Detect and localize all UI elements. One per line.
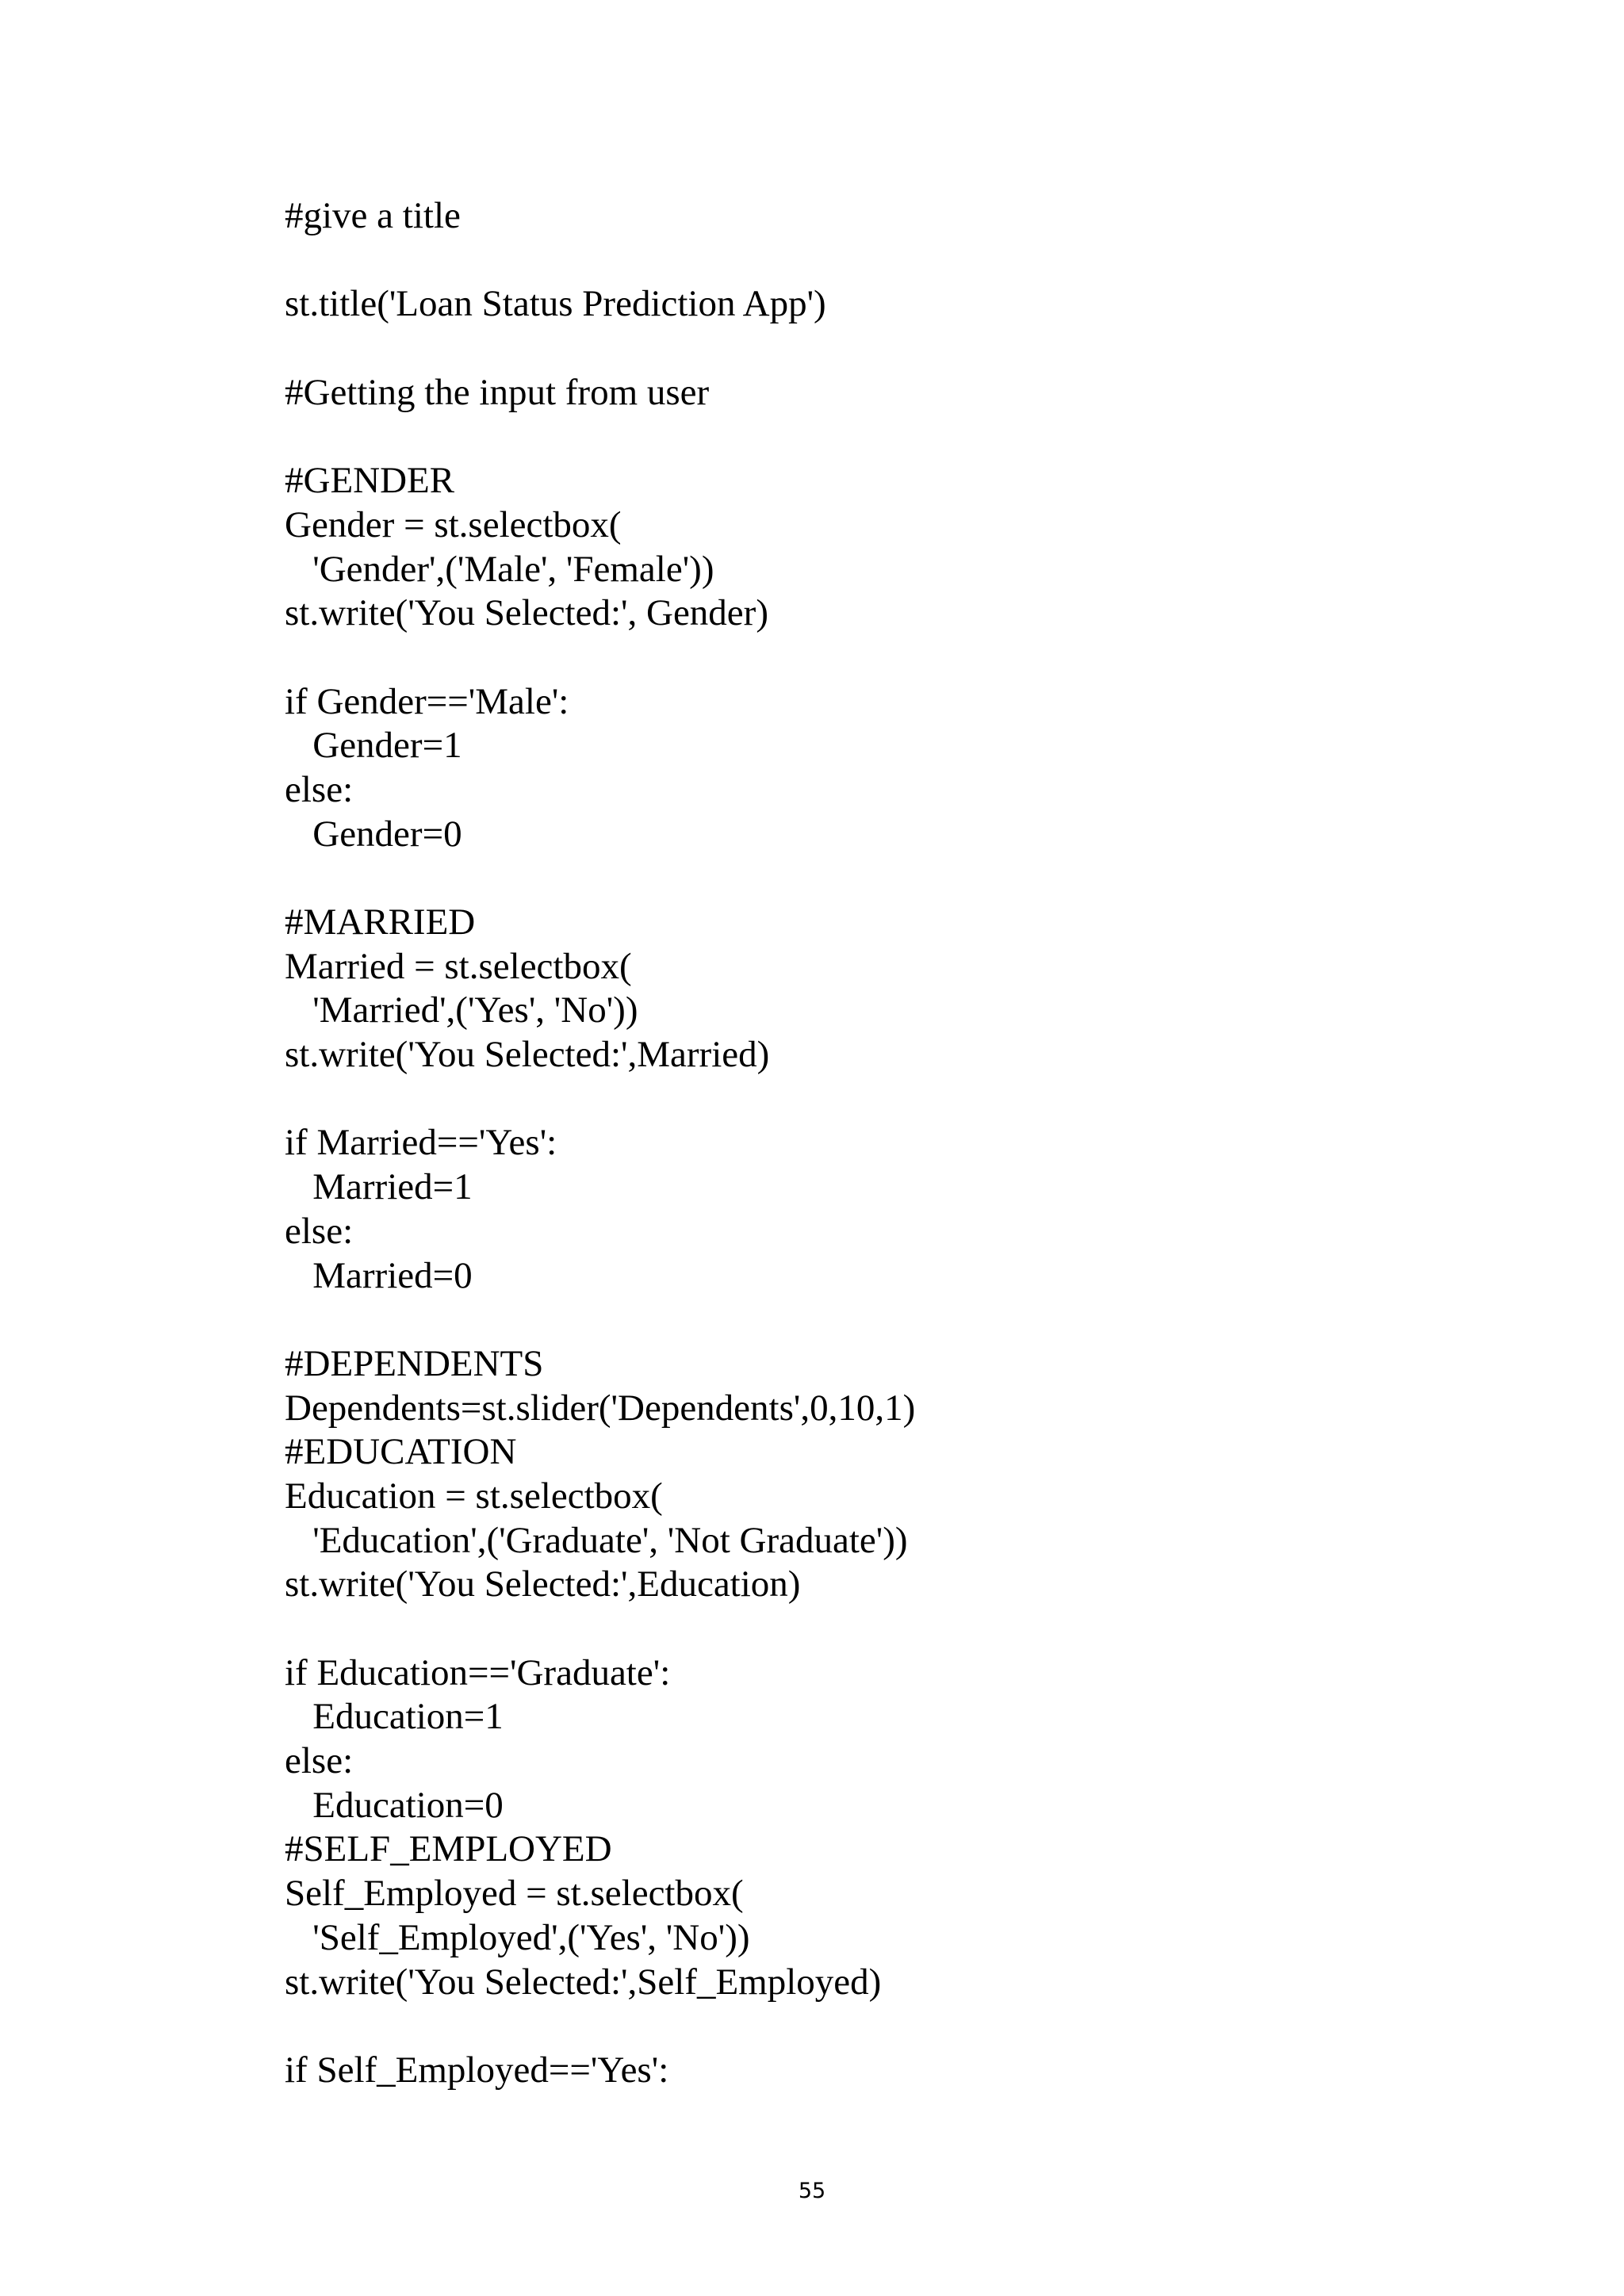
code-line: #SELF_EMPLOYED — [285, 1828, 612, 1870]
code-line: st.title('Loan Status Prediction App') — [285, 283, 826, 325]
code-line: st.write('You Selected:', Gender) — [285, 592, 768, 634]
code-line: #give a title — [285, 195, 461, 236]
code-line: #GENDER — [285, 460, 455, 502]
code-line: Dependents=st.slider('Dependents',0,10,1) — [285, 1387, 916, 1429]
code-line: else: — [285, 768, 354, 810]
code-line: Self_Employed = st.selectbox( — [285, 1873, 744, 1915]
code-line: #DEPENDENTS — [285, 1342, 544, 1384]
code-line: 'Self_Employed',('Yes', 'No')) — [285, 1916, 750, 1958]
code-line: Education=0 — [285, 1784, 504, 1826]
code-line: 'Gender',('Male', 'Female')) — [285, 548, 714, 590]
blank-line — [285, 1607, 1474, 1651]
code-line: Gender=0 — [285, 813, 462, 855]
code-line: Education = st.selectbox( — [285, 1475, 663, 1517]
blank-line — [285, 2004, 1474, 2049]
code-line: 'Education',('Graduate', 'Not Graduate')) — [285, 1519, 908, 1561]
blank-line — [285, 1298, 1474, 1342]
blank-line — [285, 327, 1474, 371]
code-line: Married = st.selectbox( — [285, 945, 632, 987]
code-line: if Gender=='Male': — [285, 680, 569, 722]
blank-line — [285, 856, 1474, 901]
code-line: Gender = st.selectbox( — [285, 503, 622, 545]
code-line: if Education=='Graduate': — [285, 1651, 671, 1693]
code-line: else: — [285, 1210, 354, 1252]
code-line: if Married=='Yes': — [285, 1122, 557, 1164]
code-line: st.write('You Selected:',Education) — [285, 1563, 801, 1605]
code-line: st.write('You Selected:',Self_Employed) — [285, 1961, 882, 2003]
code-line: Education=1 — [285, 1696, 504, 1738]
code-line: st.write('You Selected:',Married) — [285, 1034, 770, 1076]
blank-line — [285, 415, 1474, 459]
code-line: Married=1 — [285, 1166, 473, 1208]
blank-line — [285, 636, 1474, 680]
blank-line — [285, 239, 1474, 283]
page-number: 55 — [798, 2179, 826, 2203]
code-listing — [285, 194, 1474, 2093]
code-line: #EDUCATION — [285, 1431, 517, 1473]
code-line: #MARRIED — [285, 901, 476, 943]
code-line: Married=0 — [285, 1254, 473, 1296]
blank-line — [285, 1077, 1474, 1122]
code-line: else: — [285, 1740, 354, 1782]
code-line: 'Married',('Yes', 'No')) — [285, 989, 638, 1031]
code-line: #Getting the input from user — [285, 371, 710, 413]
code-line: Gender=1 — [285, 725, 462, 767]
code-line: if Self_Employed=='Yes': — [285, 2049, 669, 2091]
